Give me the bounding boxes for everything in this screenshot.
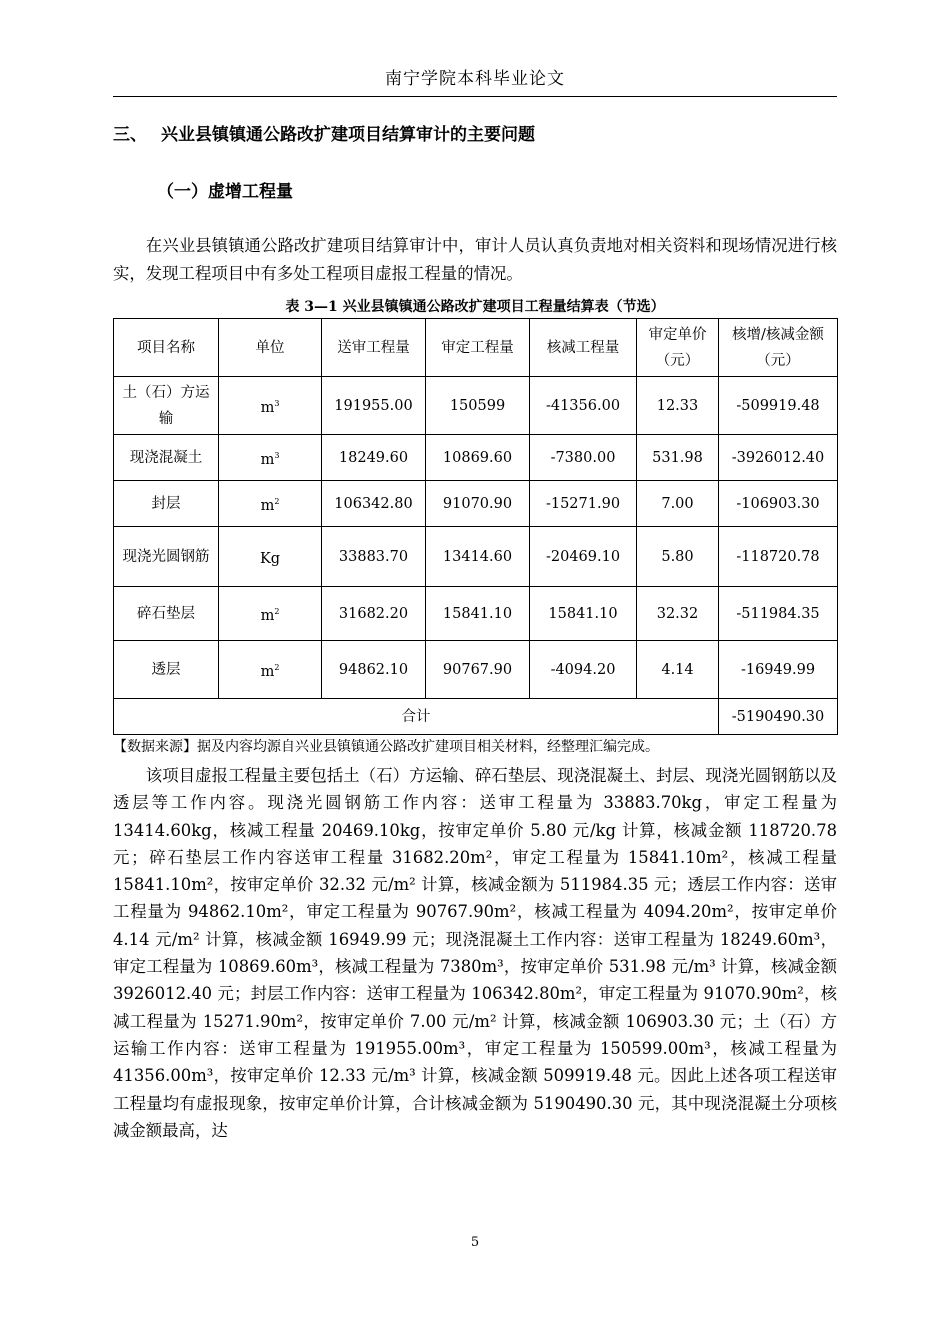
unit-cell (219, 435, 322, 481)
unit-superscript: 3 (274, 398, 280, 408)
table-row (114, 527, 838, 587)
table-row (114, 435, 838, 481)
body-paragraph: 该项目虚报工程量主要包括土（石）方运输、碎石垫层、现浇混凝土、封层、现浇光圆钢筋以及透层等工作内容。现浇光圆钢筋工作内容：送审工程量为 33883.70kg，审定工程量为 13414.60kg，核减工程量 20469.10kg，按审定单价 5.80 元/kg 计算，核减金额 118720.78 元；碎石垫层工作内容送审工程量 31682.20m²，审定工程量为 15841.10m²，核减工程量 15841.10m²，按审定单价 32.32 元/m² 计算，核减金额为 511984.35 元；透层工作内容：送审工程量为 94862.10m²，审定工程量为 90767.90m²，核减工程量为 4094.20m²，按审定单价 4.14 元/m² 计算，核减金额 16949.99 元；现浇混凝土工作内容：送审工程量为 18249.60m³，审定工程量为 10869.60m³，核减工程量为 7380m³，按审定单价 531.98 元/m³ 计算，核减金额 3926012.40 元；封层工作内容：送审工程量为 106342.80m²，审定工程量为 91070.90m²，核减工程量为 15271.90m²，按审定单价 7.00 元/m² 计算，核减金额 106903.30 元；土（石）方运输工作内容：送审工程量为 191955.00m³，审定工程量为 150599.00m³，核减工程量为 41356.00m³，按审定单价 12.33 元/m³ 计算，核减金额 509919.48 元。因此上述各项工程送审工程量均有虚报现象，按审定单价计算，合计核减金额为 5190490.30 元，其中现浇混凝土分项核减金额最高，达 (113, 766, 837, 1140)
reduced-cell: -7380.00 (530, 435, 637, 481)
reduced-cell: -41356.00 (530, 377, 637, 435)
quantity-settlement-table (113, 318, 838, 735)
approved-cell: 150599 (426, 377, 530, 435)
amount-cell: -509919.48 (719, 377, 838, 435)
header-cell: 审定工程量 (426, 319, 530, 377)
header-cell: 核减工程量 (530, 319, 637, 377)
header-cell: 送审工程量 (322, 319, 426, 377)
amount-cell: -106903.30 (719, 481, 838, 527)
table-header-row (114, 319, 838, 377)
price-cell: 5.80 (637, 527, 719, 587)
header-cell: 核增/核减金额（元） (719, 319, 838, 377)
table-row (114, 481, 838, 527)
header-cell: 单位 (219, 319, 322, 377)
reduced-cell: -15271.90 (530, 481, 637, 527)
submitted-cell: 106342.80 (322, 481, 426, 527)
reduced-cell: -20469.10 (530, 527, 637, 587)
unit-cell (219, 481, 322, 527)
table-row (114, 641, 838, 699)
price-cell: 7.00 (637, 481, 719, 527)
header-cell: 审定单价（元） (637, 319, 719, 377)
header-rule (113, 96, 837, 97)
total-amount: -5190490.30 (719, 699, 838, 735)
submitted-cell: 94862.10 (322, 641, 426, 699)
unit-text: m (260, 497, 275, 514)
unit-superscript: 2 (274, 496, 280, 506)
name-cell: 土（石）方运输 (114, 377, 219, 435)
amount-cell: -511984.35 (719, 587, 838, 641)
submitted-cell: 18249.60 (322, 435, 426, 481)
page-number: 5 (470, 1235, 480, 1250)
table-row (114, 587, 838, 641)
submitted-cell: 31682.20 (322, 587, 426, 641)
section-heading (113, 120, 535, 145)
unit-cell (219, 377, 322, 435)
submitted-cell: 191955.00 (322, 377, 426, 435)
approved-cell: 10869.60 (426, 435, 530, 481)
unit-superscript: 2 (274, 662, 280, 672)
unit-text: Kg (259, 550, 281, 567)
price-cell: 12.33 (637, 377, 719, 435)
subsection-heading: （一）虚增工程量 (157, 182, 293, 202)
unit-cell (219, 587, 322, 641)
unit-superscript: 2 (274, 606, 280, 616)
section-title: 兴业县镇镇通公路改扩建项目结算审计的主要问题 (161, 125, 535, 145)
unit-cell (219, 641, 322, 699)
price-cell: 32.32 (637, 587, 719, 641)
approved-cell: 90767.90 (426, 641, 530, 699)
amount-cell: -16949.99 (719, 641, 838, 699)
approved-cell: 15841.10 (426, 587, 530, 641)
table-total-row (114, 699, 838, 735)
name-cell: 现浇光圆钢筋 (114, 527, 219, 587)
unit-superscript: 3 (274, 450, 280, 460)
unit-cell (219, 527, 322, 587)
name-cell: 现浇混凝土 (114, 435, 219, 481)
amount-cell: -118720.78 (719, 527, 838, 587)
amount-cell: -3926012.40 (719, 435, 838, 481)
price-cell: 4.14 (637, 641, 719, 699)
name-cell: 封层 (114, 481, 219, 527)
name-cell: 碎石垫层 (114, 587, 219, 641)
reduced-cell: -4094.20 (530, 641, 637, 699)
table-caption: 表 3—1 兴业县镇镇通公路改扩建项目工程量结算表（节选） (285, 299, 665, 315)
submitted-cell: 33883.70 (322, 527, 426, 587)
table-row (114, 377, 838, 435)
name-cell: 透层 (114, 641, 219, 699)
section-number: 三、 (113, 125, 147, 145)
unit-text: m (260, 663, 275, 680)
intro-paragraph: 在兴业县镇镇通公路改扩建项目结算审计中，审计人员认真负责地对相关资料和现场情况进行核实，发现工程项目中有多处工程项目虚报工程量的情况。 (113, 236, 837, 283)
header-cell: 项目名称 (114, 319, 219, 377)
unit-text: m (260, 451, 275, 468)
total-label: 合计 (114, 699, 719, 735)
page-header: 南宁学院本科毕业论文 (385, 69, 565, 89)
data-source-note: 【数据来源】据及内容均源自兴业县镇镇通公路改扩建项目相关材料，经整理汇编完成。 (113, 739, 659, 755)
reduced-cell: 15841.10 (530, 587, 637, 641)
unit-text: m (260, 399, 275, 416)
price-cell: 531.98 (637, 435, 719, 481)
approved-cell: 91070.90 (426, 481, 530, 527)
unit-text: m (260, 607, 275, 624)
approved-cell: 13414.60 (426, 527, 530, 587)
